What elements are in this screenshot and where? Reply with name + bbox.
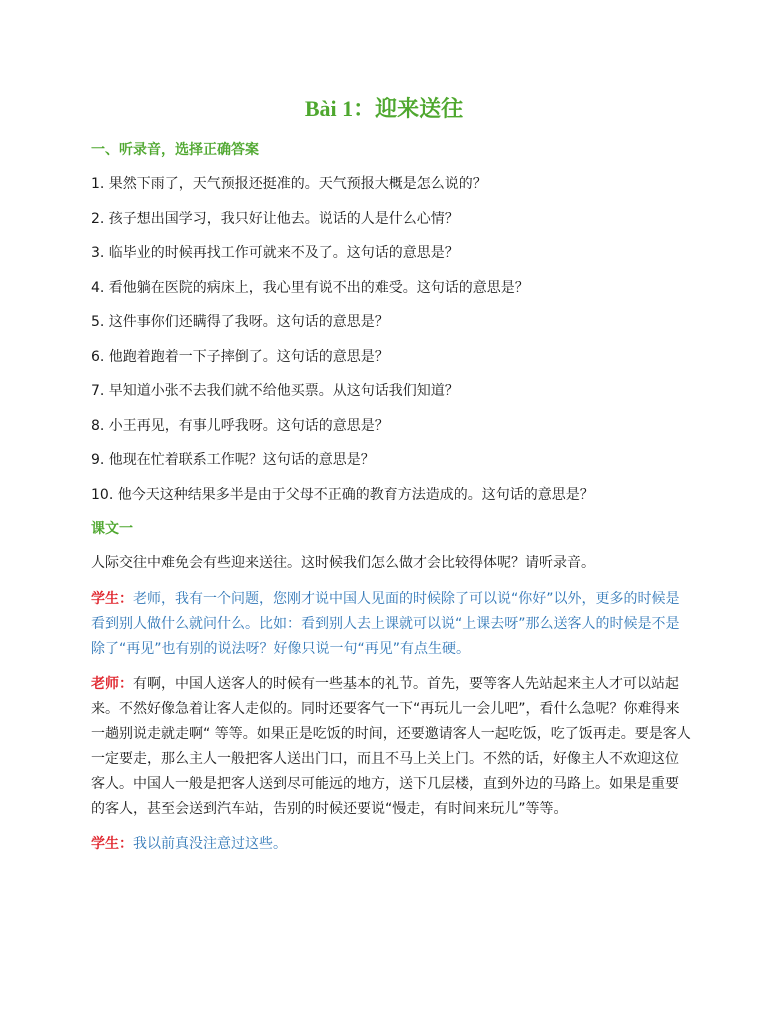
lesson-intro: 人际交往中难免会有些迎来送往。这时候我们怎么做才会比较得体呢？请听录音。 [91, 555, 595, 571]
dialog-text: 我以前真没注意过这些。 [133, 836, 287, 852]
section-heading-listening: 一、听录音，选择正确答案 [91, 142, 259, 158]
speaker-separator: ： [119, 676, 133, 692]
dialog-line-student [91, 587, 691, 662]
question-item: 4. 看他躺在医院的病床上，我心里有说不出的难受。这句话的意思是？ [91, 279, 529, 296]
question-item: 1. 果然下雨了，天气预报还挺准的。天气预报大概是怎么说的？ [91, 176, 487, 192]
document-content [91, 140, 691, 867]
dialog-text: 有啊，中国人送客人的时候有一些基本的礼节。首先，要等客人先站起来主人才可以站起来。不然好像急着让客人走似的。同时还要客气一下“再玩儿一会儿吧”，看什么急呢？你难得来一趟别说走就走啊“ 等等。如果正是吃饭的时间，还要邀请客人一起吃饭，吃了饭再走。要是客人一定要走，那么主人一般把客人送出门口，而且不马上关上门。不然的话，好像主人不欢迎这位客人。中国人一般是把客人送到尽可能远的地方，送下几层楼，直到外边的马路上。如果是重要的客人，甚至会送到汽车站，告别的时候还要说“慢走，有时间来玩儿”等等。 [91, 676, 691, 817]
speaker-separator: ： [119, 591, 133, 607]
question-item: 9. 他现在忙着联系工作呢？这句话的意思是？ [91, 452, 375, 468]
question-item: 10. 他今天这种结果多半是由于父母不正确的教育方法造成的。这句话的意思是？ [91, 486, 594, 503]
question-item: 7. 早知道小张不去我们就不给他买票。从这句话我们知道？ [91, 383, 459, 399]
question-item: 6. 他跑着跑着一下子摔倒了。这句话的意思是？ [91, 348, 389, 365]
section-heading-lesson: 课文一 [91, 521, 133, 537]
speaker-label: 老师 [91, 676, 119, 692]
question-item: 2. 孩子想出国学习，我只好让他去。说话的人是什么心情？ [91, 210, 459, 227]
dialog-line-teacher [91, 672, 691, 822]
speaker-label: 学生 [91, 836, 119, 852]
dialog-text: 老师，我有一个问题，您刚才说中国人见面的时候除了可以说“你好”以外，更多的时候是看到别人做什么就问什么。比如：看到别人去上课就可以说“上课去呀”那么送客人的时候是不是除了“再见”也有别的说法呀？好像只说一句“再见”有点生硬。 [91, 591, 680, 657]
speaker-label: 学生 [91, 591, 119, 607]
speaker-separator: ： [119, 836, 133, 852]
page-title: Bài 1：迎来送往 [304, 96, 464, 121]
question-item: 5. 这件事你们还瞒得了我呀。这句话的意思是？ [91, 314, 389, 330]
dialog-line-student [91, 832, 691, 857]
question-item: 8. 小王再见，有事儿呼我呀。这句话的意思是？ [91, 417, 389, 434]
question-item: 3. 临毕业的时候再找工作可就来不及了。这句话的意思是？ [91, 245, 459, 261]
